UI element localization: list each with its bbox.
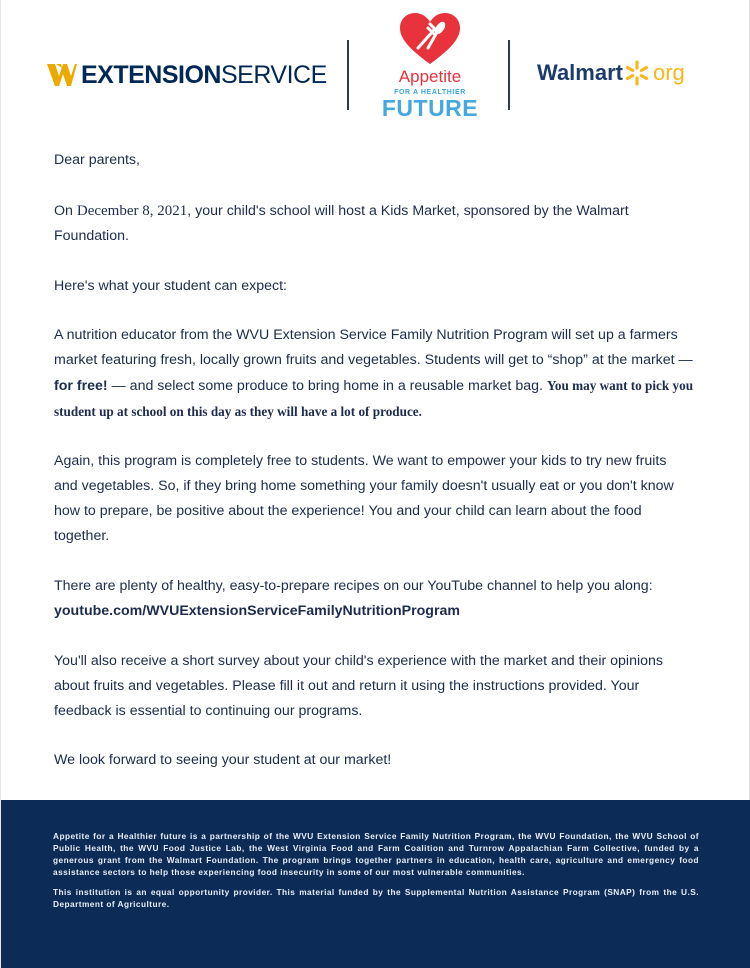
footer-partnership: Appetite for a Healthier future is a partnership of the WVU Extension Service Family Nutrition Program, the WVU Foundation, the WVU School of Public Health, the WVU Food Justice Lab, the West Virginia Food and Farm Coalition and Turnrow Appalachian Farm Collective, funded by a generous grant from the Walmart Foundation. The program brings together partners in education, health care, agriculture and emergency food assistance sectors to help those experiencing food insecurity in some of our most vulnerable communities.: [53, 831, 699, 877]
wvu-logo-bold: EXTENSION: [81, 60, 221, 89]
youtube-link[interactable]: youtube.com/WVUExtensionServiceFamilyNutritionProgram: [54, 603, 460, 619]
paragraph-market: [54, 323, 706, 425]
pickup-note: You may want to pick you student up at school on this day as they will have a lot of produce.: [54, 378, 694, 419]
wvu-flying-wv-icon: [47, 62, 77, 88]
event-date: December 8, 2021: [76, 203, 188, 219]
footer-disclaimer: This institution is an equal opportunity provider. This material funded by the Supplemental Nutrition Assistance Program (SNAP) from the U.S. Department of Agriculture.: [53, 887, 699, 909]
wvu-extension-logo: [47, 62, 327, 88]
logo-divider-left: [347, 40, 349, 110]
p5-text-a: There are plenty of healthy, easy-to-prepare recipes on our YouTube channel to help you along:: [54, 578, 653, 594]
heart-utensils-icon: [398, 12, 462, 66]
appetite-logo: [371, 12, 489, 120]
p3-text-b: — and select some produce to bring home in a reusable market bag.: [107, 378, 547, 394]
paragraph-expect: Here's what your student can expect:: [54, 278, 287, 294]
logo-divider-right: [508, 40, 510, 110]
p1-text-a: On: [54, 203, 77, 219]
walmart-name: Walmart: [537, 60, 623, 85]
closing-line: We look forward to seeing your student at our market!: [54, 752, 392, 768]
paragraph-recipes: [54, 574, 702, 624]
footer: [1, 800, 750, 968]
appetite-future: FUTURE: [381, 95, 479, 121]
p1-text-b: , your child's school will host a Kids Market, sponsored by the Walmart Foundation.: [54, 203, 629, 244]
walmart-org-logo: [537, 60, 685, 86]
appetite-subtitle: FOR A HEALTHIER: [394, 89, 466, 96]
walmart-org: org: [652, 60, 685, 85]
greeting: Dear parents,: [54, 152, 140, 168]
p3-text-a: A nutrition educator from the WVU Extension Service Family Nutrition Program will set up a farmers market featuring fresh, locally grown fruits and vegetables. Students will get to “shop” at the market —: [54, 327, 693, 368]
wvu-logo-light: SERVICE: [220, 60, 327, 89]
paragraph-survey: You'll also receive a short survey about your child's experience with the market and their opinions about fruits and vegetables. Please fill it out and return it using the instructions provided. Your feedback is essential to continuing our programs.: [54, 653, 663, 719]
appetite-title: Appetite: [398, 67, 462, 86]
header: [1, 0, 750, 140]
paragraph-event: [54, 199, 654, 249]
paragraph-free-program: Again, this program is completely free to students. We want to empower your kids to try new fruits and vegetables. So, if they bring home something your family doesn't usually eat or you don't know how to prepare, be positive about the experience! You and your child can learn about the food together.: [54, 453, 674, 544]
for-free-emphasis: for free!: [54, 378, 108, 394]
walmart-spark-icon: [624, 60, 650, 86]
